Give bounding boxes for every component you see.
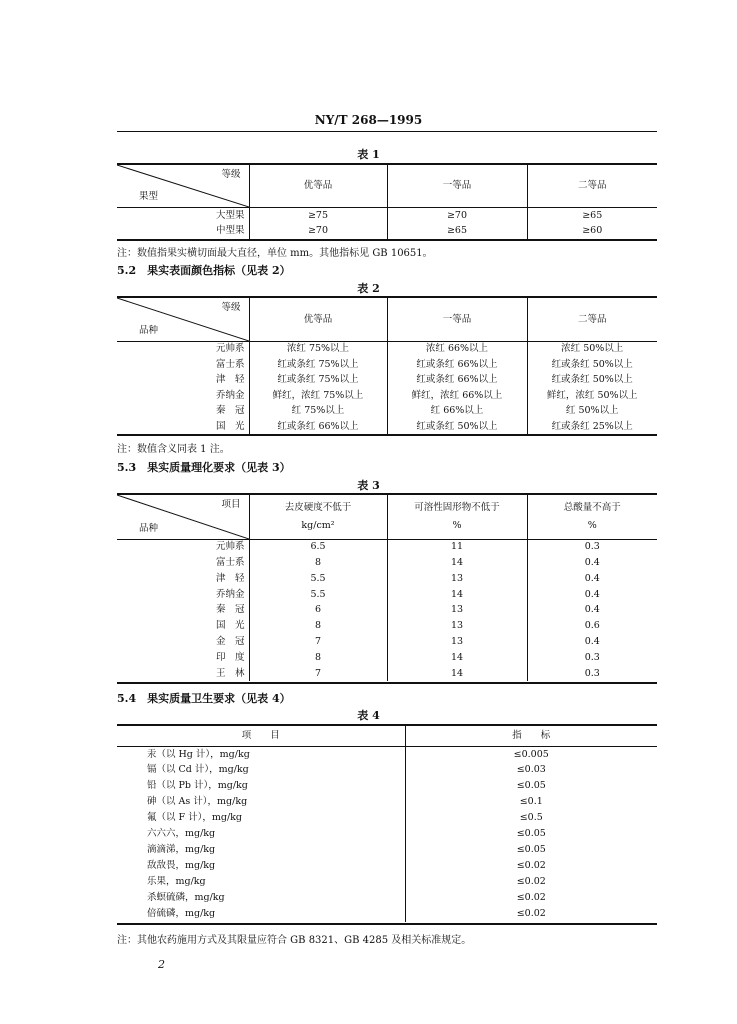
table3-cell: 0.4	[527, 634, 657, 650]
table1-col-header: 一等品	[387, 165, 527, 207]
table3-cell: 14	[387, 555, 527, 571]
table3-col-header-unit: %	[587, 519, 597, 531]
table2-row-name: 津 轻	[215, 374, 245, 385]
table2-corner	[117, 298, 249, 341]
table2	[117, 298, 657, 434]
table-row	[117, 858, 657, 874]
table-row	[117, 207, 657, 223]
table2-row-name: 国 光	[215, 420, 245, 432]
table4-value: ≤0.005	[405, 746, 657, 762]
table3-col-header-unit: kg/cm²	[301, 519, 335, 531]
table2-caption: 表 2	[357, 282, 380, 295]
table3-cell: 6.5	[249, 539, 387, 555]
table4-col-header-item: 项 目	[117, 726, 405, 746]
table4-item: 砷（以 As 计），mg/kg	[147, 796, 248, 808]
table3-bottom-rule	[117, 682, 657, 684]
table2-cell: 红或条红 50%以上	[527, 357, 657, 373]
table2-row-name: 元帅系	[215, 343, 245, 355]
table2-cell: 红或条红 50%以上	[387, 419, 527, 435]
table3-cell: 14	[387, 586, 527, 602]
table-row	[117, 357, 657, 373]
table2-cell: 鲜红，浓红 75%以上	[249, 388, 387, 404]
document-header: NY/T 268—1995	[314, 113, 423, 127]
table2-cell: 浓红 50%以上	[527, 341, 657, 357]
table-row	[117, 223, 657, 239]
table4-note: 注：其他农药施用方式及其限量应符合 GB 8321、GB 4285 及相关标准规定。	[117, 935, 472, 946]
table4-bottom-rule	[117, 923, 657, 925]
table1-col-header: 优等品	[249, 165, 387, 207]
table4-value: ≤0.05	[405, 778, 657, 794]
table4-item: 汞（以 Hg 计），mg/kg	[147, 748, 250, 760]
table4-item: 杀螟硫磷，mg/kg	[147, 892, 225, 904]
table2-cell: 红或条红 50%以上	[527, 372, 657, 388]
table4-value: ≤0.1	[405, 794, 657, 810]
table1-cell: ≥70	[249, 223, 387, 239]
table3-cell: 0.6	[527, 618, 657, 634]
table-row	[117, 778, 657, 794]
table2-cell: 红 75%以上	[249, 403, 387, 419]
table1-col-header: 二等品	[527, 165, 657, 207]
table2-col-header: 一等品	[387, 298, 527, 341]
table-row	[117, 810, 657, 826]
table3-cell: 0.4	[527, 586, 657, 602]
table4-col-header-value: 指 标	[405, 726, 657, 746]
table4-value: ≤0.02	[405, 906, 657, 922]
table1-note: 注：数值指果实横切面最大直径，单位 mm。其他指标见 GB 10651。	[117, 248, 433, 259]
table-row	[117, 762, 657, 778]
table4-value: ≤0.02	[405, 890, 657, 906]
table3-cell: 0.4	[527, 555, 657, 571]
table3-corner-bottom: 品种	[139, 523, 159, 534]
table3-cell: 13	[387, 602, 527, 618]
table-row	[117, 665, 657, 681]
table3-col-header	[527, 495, 657, 539]
table-row	[117, 419, 657, 435]
table-row	[117, 826, 657, 842]
table3-row-name: 国 光	[215, 620, 245, 632]
table1-caption: 表 1	[357, 148, 380, 161]
table3-row-name: 印 度	[215, 651, 245, 663]
table3-cell: 11	[387, 539, 527, 555]
table2-cell: 红 50%以上	[527, 403, 657, 419]
section-5-2-heading: 5.2 果实表面颜色指标（见表 2）	[117, 264, 291, 277]
table4-value: ≤0.05	[405, 826, 657, 842]
table2-row-name: 秦 冠	[215, 405, 245, 416]
table-row	[117, 618, 657, 634]
table3-row-name: 乔纳金	[215, 588, 245, 600]
table-row	[117, 602, 657, 618]
table1	[117, 165, 657, 239]
table1-cell: ≥60	[527, 223, 657, 239]
table3-cell: 14	[387, 665, 527, 681]
table-row	[117, 403, 657, 419]
table-row	[117, 539, 657, 555]
table1-corner-top: 等级	[221, 169, 241, 180]
table4-item: 乐果，mg/kg	[147, 876, 206, 888]
table3-row-name: 秦 冠	[215, 604, 245, 616]
table3-col-header-unit: %	[452, 519, 462, 531]
table2-cell: 红或条红 25%以上	[527, 419, 657, 435]
table4-value: ≤0.05	[405, 842, 657, 858]
table3-col-header-title: 总酸量不高于	[563, 502, 621, 514]
table4	[117, 726, 657, 922]
table3-cell: 7	[249, 665, 387, 681]
header-rule	[117, 131, 657, 132]
table-row	[117, 842, 657, 858]
table2-row-name: 富士系	[215, 358, 245, 370]
table4-item: 敌敌畏，mg/kg	[147, 860, 216, 872]
table4-item: 镉（以 Cd 计），mg/kg	[147, 764, 249, 776]
table2-cell: 红 66%以上	[387, 403, 527, 419]
table2-note: 注：数值含义同表 1 注。	[117, 444, 230, 455]
table3-cell: 14	[387, 650, 527, 666]
table3-col-header	[249, 495, 387, 539]
table3	[117, 495, 657, 681]
table2-cell: 浓红 75%以上	[249, 341, 387, 357]
table-row	[117, 874, 657, 890]
table2-cell: 鲜红，浓红 66%以上	[387, 388, 527, 404]
table3-cell: 0.4	[527, 571, 657, 587]
table1-row-name: 大型果	[215, 209, 245, 221]
table4-value: ≤0.02	[405, 874, 657, 890]
table-row	[117, 571, 657, 587]
table2-cell: 红或条红 75%以上	[249, 372, 387, 388]
table1-corner	[117, 165, 249, 207]
table-row	[117, 555, 657, 571]
table3-col-header	[387, 495, 527, 539]
table4-value: ≤0.03	[405, 762, 657, 778]
table-row	[117, 634, 657, 650]
table3-row-name: 王 林	[215, 667, 245, 679]
table4-item: 滴滴涕，mg/kg	[147, 844, 216, 856]
table3-cell: 8	[249, 555, 387, 571]
table2-cell: 红或条红 66%以上	[387, 357, 527, 373]
table-row	[117, 341, 657, 357]
table2-cell: 浓红 66%以上	[387, 341, 527, 357]
table1-row-name: 中型果	[215, 225, 245, 237]
table3-cell: 0.4	[527, 602, 657, 618]
table3-cell: 6	[249, 602, 387, 618]
table3-cell: 5.5	[249, 571, 387, 587]
table3-row-name: 金 冠	[215, 635, 245, 647]
page-number: 2	[158, 958, 165, 971]
table2-cell: 红或条红 66%以上	[387, 372, 527, 388]
table-row	[117, 372, 657, 388]
table-row	[117, 890, 657, 906]
table-row	[117, 906, 657, 922]
table2-bottom-rule	[117, 434, 657, 436]
section-5-3-heading: 5.3 果实质量理化要求（见表 3）	[117, 461, 291, 474]
table4-caption: 表 4	[357, 709, 380, 722]
table1-bottom-rule	[117, 239, 657, 241]
table3-cell: 13	[387, 571, 527, 587]
table4-value: ≤0.5	[405, 810, 657, 826]
table1-corner-bottom: 果型	[139, 191, 159, 202]
table3-cell: 7	[249, 634, 387, 650]
table3-row-name: 富士系	[215, 556, 245, 568]
table4-item: 氟（以 F 计），mg/kg	[147, 812, 243, 824]
table3-corner-top: 项目	[221, 499, 241, 510]
table3-row-name: 元帅系	[215, 541, 245, 553]
table3-cell: 13	[387, 634, 527, 650]
table3-row-name: 津 轻	[215, 572, 245, 584]
table2-cell: 鲜红，浓红 50%以上	[527, 388, 657, 404]
table3-caption: 表 3	[357, 479, 380, 492]
table-row	[117, 388, 657, 404]
table2-cell: 红或条红 75%以上	[249, 357, 387, 373]
table1-cell: ≥75	[249, 207, 387, 223]
table1-cell: ≥70	[387, 207, 527, 223]
table2-corner-bottom: 品种	[139, 325, 159, 336]
table3-cell: 13	[387, 618, 527, 634]
table-row	[117, 746, 657, 762]
table-row	[117, 794, 657, 810]
table3-cell: 5.5	[249, 586, 387, 602]
table2-col-header: 优等品	[249, 298, 387, 341]
table-row	[117, 650, 657, 666]
table3-cell: 0.3	[527, 539, 657, 555]
section-5-4-heading: 5.4 果实质量卫生要求（见表 4）	[117, 692, 291, 705]
table2-row-name: 乔纳金	[215, 389, 245, 401]
table2-col-header: 二等品	[527, 298, 657, 341]
table-row	[117, 586, 657, 602]
table2-cell: 红或条红 66%以上	[249, 419, 387, 435]
table1-cell: ≥65	[527, 207, 657, 223]
table3-cell: 8	[249, 618, 387, 634]
table3-col-header-title: 可溶性固形物不低于	[414, 502, 500, 514]
table3-corner	[117, 495, 249, 539]
table3-col-header-title: 去皮硬度不低于	[284, 502, 352, 514]
table4-item: 六六六，mg/kg	[147, 828, 216, 840]
table4-item: 铅（以 Pb 计），mg/kg	[147, 780, 248, 792]
table3-cell: 0.3	[527, 650, 657, 666]
table1-cell: ≥65	[387, 223, 527, 239]
table3-cell: 0.3	[527, 665, 657, 681]
table3-cell: 8	[249, 650, 387, 666]
table4-value: ≤0.02	[405, 858, 657, 874]
table4-item: 倍硫磷，mg/kg	[147, 908, 216, 920]
table2-corner-top: 等级	[221, 302, 241, 313]
